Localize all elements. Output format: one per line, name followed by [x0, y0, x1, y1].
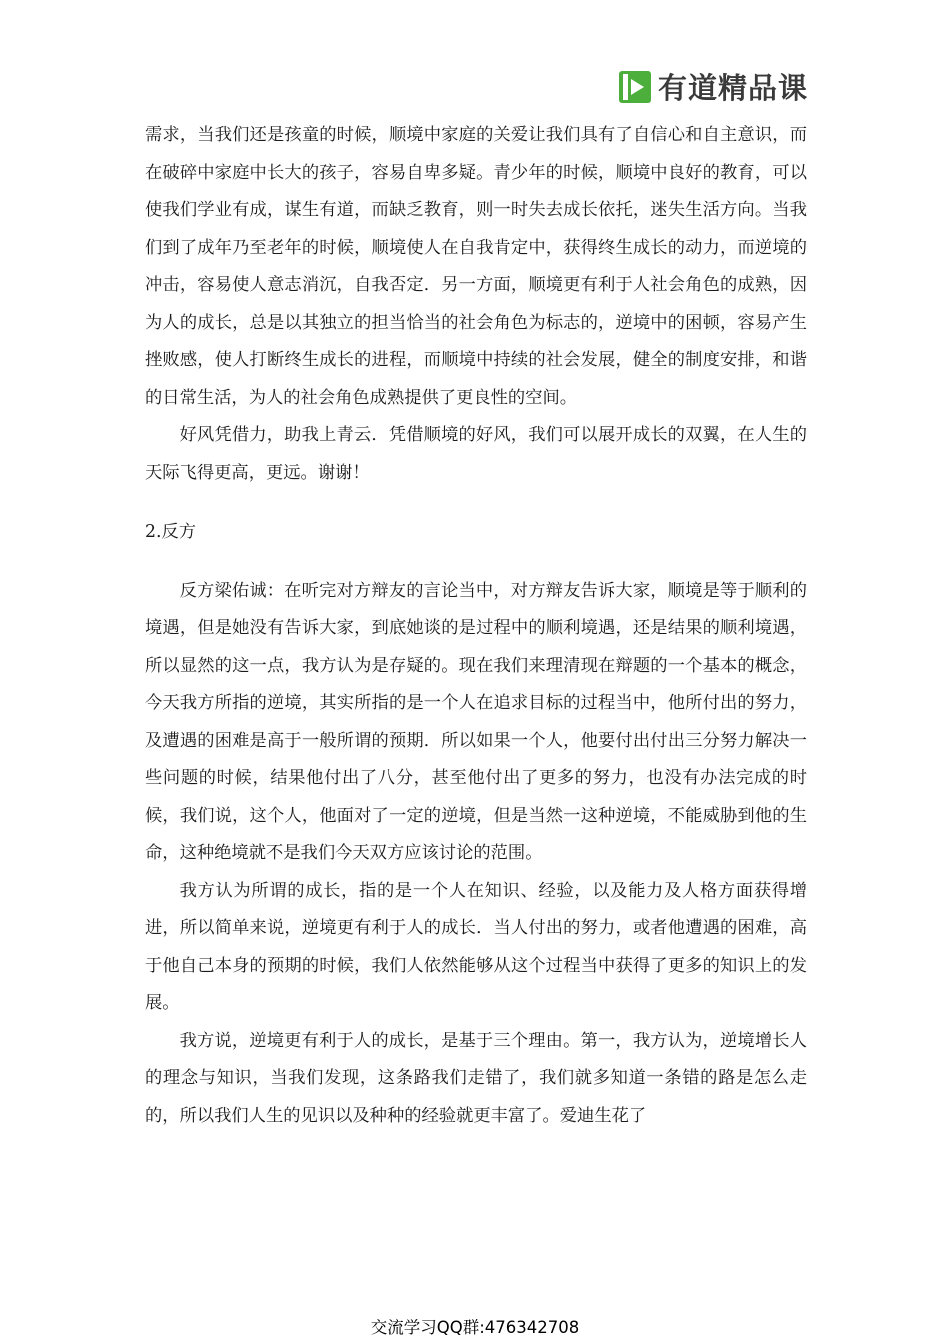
brand-logo — [618, 66, 808, 107]
logo-text: 有道精品课 — [657, 71, 808, 105]
paragraph: 好风凭借力，助我上青云．凭借顺境的好风，我们可以展开成长的双翼，在人生的天际飞得更高，更远。谢谢！ — [145, 425, 807, 483]
page-footer: 交流学习QQ群:476342708 — [370, 1318, 580, 1337]
document-body — [145, 117, 807, 1135]
section-heading: 2.反方 — [145, 522, 197, 542]
youdao-logo-icon — [618, 70, 652, 104]
paragraph: 反方梁佑诚：在听完对方辩友的言论当中，对方辩友告诉大家，顺境是等于顺利的境遇，但是她没有告诉大家，到底她谈的是过程中的顺利境遇，还是结果的顺利境遇，所以显然的这一点，我方认为是存疑的。现在我们来理清现在辩题的一个基本的概念，今天我方所指的逆境，其实所指的是一个人在追求目标的过程当中，他所付出的努力，及遭遇的困难是高于一般所谓的预期．所以如果一个人，他要付出付出三分努力解决一些问题的时候，结果他付出了八分，甚至他付出了更多的努力，也没有办法完成的时候，我们说，这个人，他面对了一定的逆境，但是当然一这种逆境，不能威胁到他的生命，这种绝境就不是我们今天双方应该讨论的范围。 — [145, 580, 807, 863]
paragraph: 我方认为所谓的成长，指的是一个人在知识、经验，以及能力及人格方面获得增进，所以简单来说，逆境更有利于人的成长．当人付出的努力，或者他遭遇的困难，高于他自己本身的预期的时候，我们人依然能够从这个过程当中获得了更多的知识上的发展。 — [145, 880, 807, 1013]
paragraph: 需求，当我们还是孩童的时候，顺境中家庭的关爱让我们具有了自信心和自主意识，而在破碎中家庭中长大的孩子，容易自卑多疑。青少年的时候，顺境中良好的教育，可以使我们学业有成，谋生有道，而缺乏教育，则一时失去成长依托，迷失生活方向。当我们到了成年乃至老年的时候，顺境使人在自我肯定中，获得终生成长的动力，而逆境的冲击，容易使人意志消沉，自我否定．另一方面，顺境更有利于人社会角色的成熟，因为人的成长，总是以其独立的担当恰当的社会角色为标志的，逆境中的困顿，容易产生挫败感，使人打断终生成长的进程，而顺境中持续的社会发展，健全的制度安排，和谐的日常生活，为人的社会角色成熟提供了更良性的空间。 — [145, 125, 807, 408]
paragraph: 我方说，逆境更有利于人的成长，是基于三个理由。第一，我方认为，逆境增长人的理念与知识，当我们发现，这条路我们走错了，我们就多知道一条错的路是怎么走的，所以我们人生的见识以及种种的经验就更丰富了。爱迪生花了 — [145, 1030, 807, 1126]
